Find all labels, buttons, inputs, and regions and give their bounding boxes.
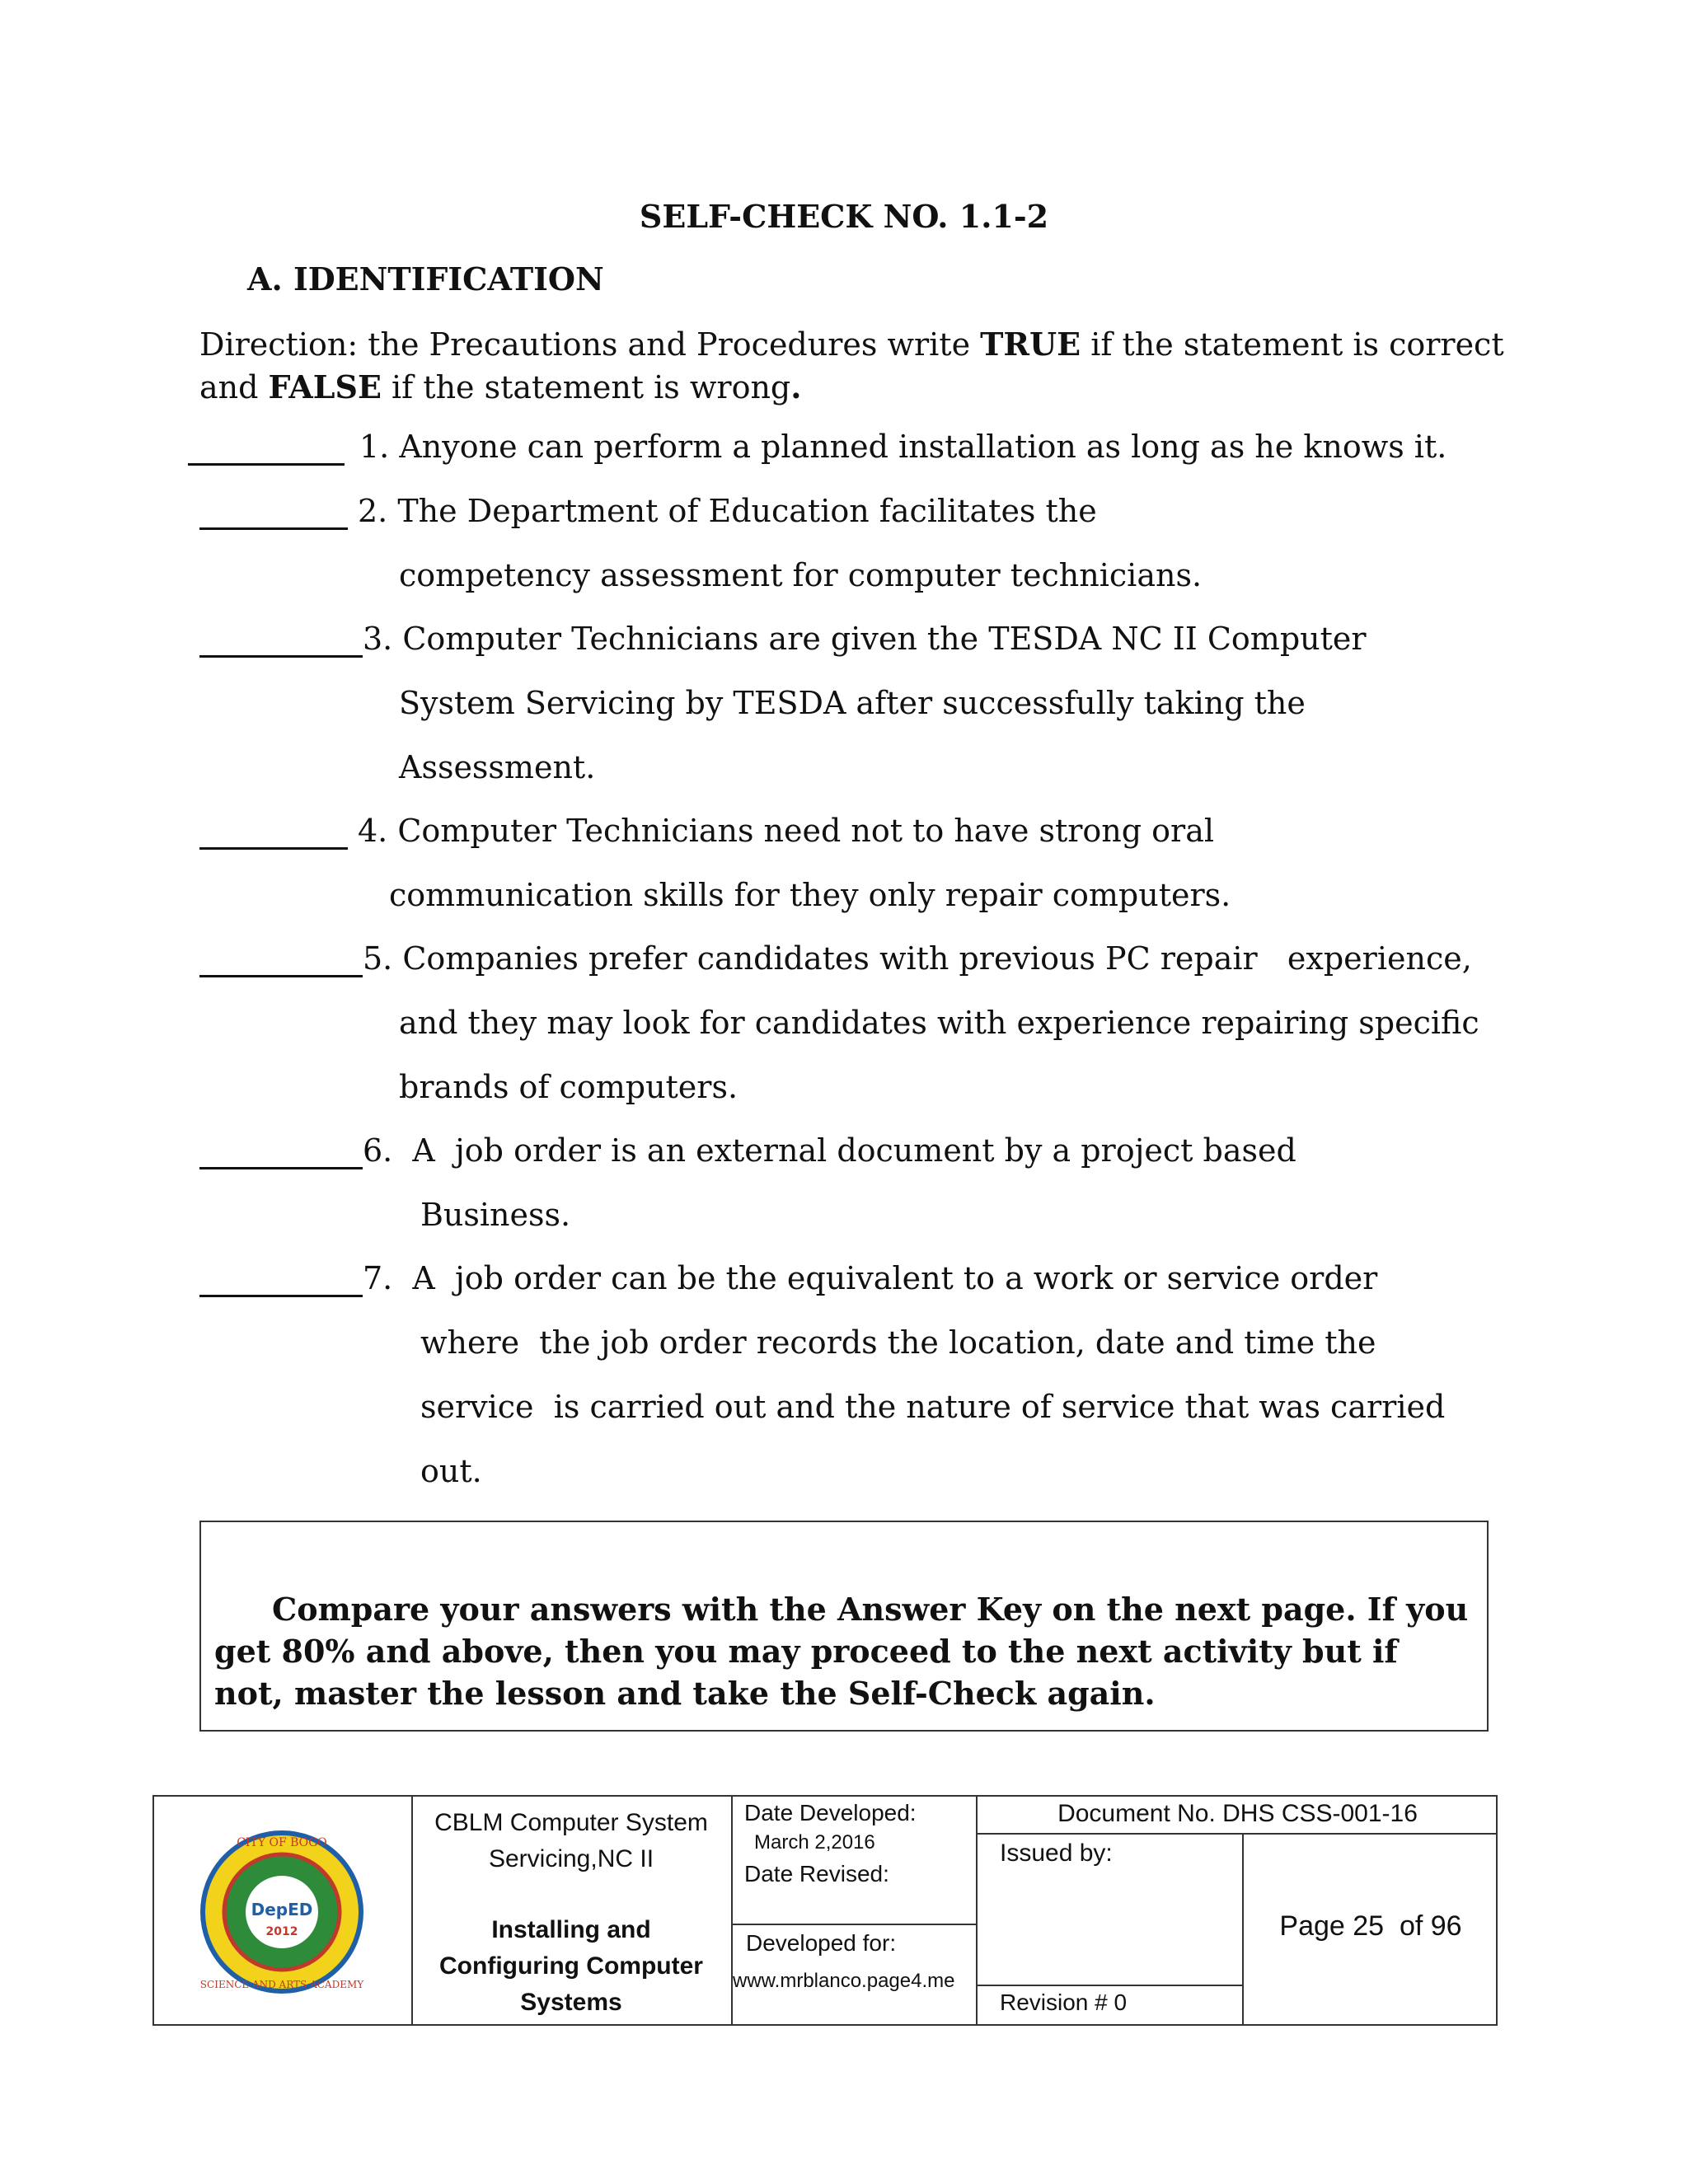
question-line: service is carried out and the nature of service that was carried xyxy=(420,1389,1446,1425)
question-line: 3. Computer Technicians are given the TESDA NC II Computer xyxy=(363,621,1367,657)
direction-prefix: Direction: the Precautions and Procedures write xyxy=(199,326,981,363)
question-line: 2. The Department of Education facilitates the xyxy=(358,493,1097,529)
answer-blank[interactable] xyxy=(199,499,348,530)
false-keyword: FALSE xyxy=(268,368,382,405)
direction-middle: if the statement is correct and xyxy=(199,326,1504,405)
module-title: Installing and Configuring Computer Systems xyxy=(439,1916,703,2016)
page-title: SELF-CHECK NO. 1.1-2 xyxy=(639,198,1049,235)
direction-period: . xyxy=(790,368,802,405)
revision-number: Revision # 0 xyxy=(1000,1990,1128,2015)
page-number: Page 25 of 96 xyxy=(1279,1910,1462,1942)
date-revised-label: Date Revised: xyxy=(744,1861,889,1886)
true-keyword: TRUE xyxy=(980,326,1081,363)
issued-by-label: Issued by: xyxy=(1000,1840,1113,1867)
answer-blank[interactable] xyxy=(199,947,363,977)
module-name: CBLM Computer System Servicing,NC II xyxy=(434,1809,708,1872)
logo-year-text: 2012 xyxy=(265,1925,298,1938)
date-developed: March 2,2016 xyxy=(754,1831,875,1854)
question-line: 6. A job order is an external document by a project based xyxy=(363,1132,1296,1169)
question-line: and they may look for candidates with experience repairing specific xyxy=(399,1005,1479,1041)
answer-key-note: Compare your answers with the Answer Key on the next page. If you get 80% and above, then you may proceed to the next activity but if not, master the lesson and take the Self-Check again. xyxy=(214,1591,1469,1712)
question-line: 1. Anyone can perform a planned installation as long as he knows it. xyxy=(359,429,1447,465)
school-seal-logo xyxy=(179,1830,385,1994)
footer-table xyxy=(152,1795,1498,2026)
developed-for-url: www.mrblanco.page4.me xyxy=(733,1970,955,1992)
answer-blank[interactable] xyxy=(199,627,363,658)
logo-center-text: DepED xyxy=(251,1900,313,1919)
question-line: 5. Companies prefer candidates with previous PC repair experience, xyxy=(363,940,1472,977)
section-heading: A. IDENTIFICATION xyxy=(247,260,604,298)
question-line: Assessment. xyxy=(399,749,596,785)
answer-key-note-box xyxy=(199,1521,1489,1732)
answer-blank[interactable] xyxy=(188,435,345,466)
question-line: brands of computers. xyxy=(399,1069,738,1105)
question-line: 7. A job order can be the equivalent to a work or service order xyxy=(363,1260,1378,1296)
question-line: Business. xyxy=(420,1197,571,1233)
question-line: communication skills for they only repair computers. xyxy=(389,877,1231,913)
date-developed-label: Date Developed: xyxy=(744,1800,917,1825)
developed-for-label: Developed for: xyxy=(746,1930,897,1956)
answer-blank[interactable] xyxy=(199,1267,363,1297)
question-line: competency assessment for computer technicians. xyxy=(399,557,1203,593)
logo-bottom-text: SCIENCE AND ARTS ACADEMY xyxy=(199,1979,364,1990)
direction-suffix: if the statement is wrong xyxy=(381,369,791,405)
question-line: out. xyxy=(420,1453,482,1489)
document-number: Document No. DHS CSS-001-16 xyxy=(1057,1800,1418,1827)
question-line: 4. Computer Technicians need not to have strong oral xyxy=(358,813,1215,849)
question-line: where the job order records the location, date and time the xyxy=(420,1324,1376,1361)
answer-blank[interactable] xyxy=(199,819,348,850)
answer-blank[interactable] xyxy=(199,1139,363,1169)
logo-top-text: CITY OF BOGO xyxy=(237,1836,327,1849)
question-line: System Servicing by TESDA after successfully taking the xyxy=(399,685,1306,721)
direction-text xyxy=(199,323,1518,409)
